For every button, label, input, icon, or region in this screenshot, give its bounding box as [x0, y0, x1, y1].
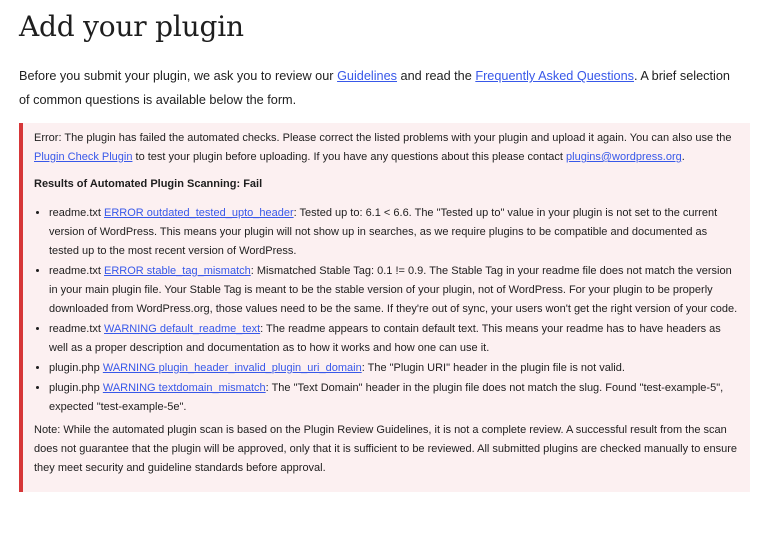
intro-paragraph	[19, 64, 744, 112]
result-file: readme.txt	[49, 323, 101, 335]
result-file: readme.txt	[49, 207, 101, 219]
result-code-link[interactable]: WARNING plugin_header_invalid_plugin_uri_domain	[102, 362, 362, 374]
error-text-middle: to test your plugin before uploading. If you have any questions about this please contact	[132, 151, 567, 163]
result-message: : Tested up to: 6.1 < 6.6. The "Tested up to" value in your plugin is not set to the current version of WordPress. This means your plugin will not show up in searches, as we require plugins to be compatible and documented as tested up to the most recent version of WordPress.	[49, 207, 718, 257]
error-text-after: .	[681, 151, 685, 163]
result-message: : The readme appears to contain default text. This means your readme has to have headers as well as a proper description and documentation as to how it works and how one can use it.	[49, 323, 721, 354]
result-code-link[interactable]: WARNING default_readme_text	[104, 323, 261, 335]
page-title: Add your plugin	[19, 10, 244, 43]
error-text-before: Error: The plugin has failed the automated checks. Please correct the listed problems with your plugin and upload it again. You can also use the	[34, 132, 732, 144]
result-message: : The "Plugin URI" header in the plugin file is not valid.	[361, 362, 625, 374]
plugin-check-link[interactable]: Plugin Check Plugin	[34, 151, 133, 163]
result-code-link[interactable]: ERROR stable_tag_mismatch	[104, 265, 251, 277]
results-heading: Results of Automated Plugin Scanning: Fail	[34, 178, 263, 190]
error-notice	[19, 123, 750, 492]
results-list	[34, 204, 740, 417]
result-code-link[interactable]: WARNING textdomain_mismatch	[102, 382, 266, 394]
contact-email-link[interactable]: plugins@wordpress.org	[566, 151, 682, 163]
result-item	[49, 359, 740, 378]
result-item	[49, 262, 740, 319]
result-file: readme.txt	[49, 265, 101, 277]
result-item	[49, 204, 740, 261]
scan-note: Note: While the automated plugin scan is based on the Plugin Review Guidelines, it is not a complete review. A successful result from the scan does not guarantee that the plugin will be approved, only that it is sufficient to be reviewed. All submitted plugins are checked manually to ensure they meet security and guideline standards before approval.	[34, 424, 738, 474]
intro-text-middle: and read the	[397, 69, 476, 83]
result-item	[49, 320, 740, 358]
result-code-link[interactable]: ERROR outdated_tested_upto_header	[104, 207, 294, 219]
result-file: plugin.php	[49, 382, 100, 394]
guidelines-link[interactable]: Guidelines	[337, 69, 398, 83]
error-message	[34, 129, 740, 167]
intro-text-after: . A brief selection of common questions is available below the form.	[19, 69, 730, 107]
result-message: : The "Text Domain" header in the plugin file does not match the slug. Found "test-example-5", expected "test-example-5e".	[49, 382, 724, 413]
result-message: : Mismatched Stable Tag: 0.1 != 0.9. The Stable Tag in your readme file does not match the version in your main plugin file. Your Stable Tag is meant to be the stable version of your plugin, not of WordPress. For your plugin to be properly downloaded from WordPress.org, those values need to be the same. If they're out of sync, your users won't get the right version of your code.	[49, 265, 738, 315]
intro-text-before: Before you submit your plugin, we ask you to review our	[19, 69, 338, 83]
result-file: plugin.php	[49, 362, 100, 374]
result-item	[49, 379, 740, 417]
faq-link[interactable]: Frequently Asked Questions	[475, 69, 635, 83]
